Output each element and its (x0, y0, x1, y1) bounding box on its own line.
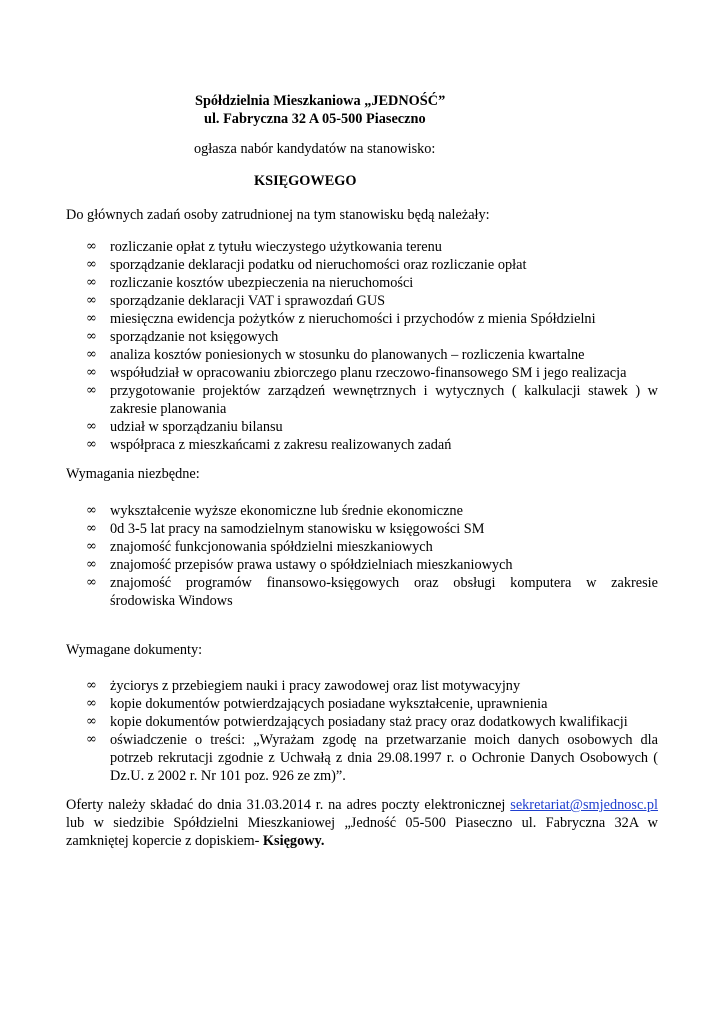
duties-list (86, 238, 658, 454)
documents-intro: Wymagane dokumenty: (66, 642, 203, 658)
list-item: ∞ znajomość przepisów prawa ustawy o spółdzielniach mieszkaniowych (86, 557, 513, 573)
list-item: ∞ kopie dokumentów potwierdzających posiadane wykształcenie, uprawnienia (86, 696, 548, 712)
list-item: ∞ przygotowanie projektów zarządzeń wewnętrznych i wytycznych ( kalkulacji stawek ) w zakresie planowania (86, 383, 658, 417)
list-item: ∞ kopie dokumentów potwierdzających posiadany staż pracy oraz dodatkowych kwalifikacji (86, 714, 628, 730)
infinity-bullet-icon: ∞ (86, 311, 97, 326)
infinity-bullet-icon: ∞ (86, 732, 97, 747)
list-item: ∞ znajomość programów finansowo-księgowych oraz obsługi komputera w zakresie środowiska Windows (86, 575, 658, 609)
announcement-text: ogłasza nabór kandydatów na stanowisko: (194, 141, 436, 157)
infinity-bullet-icon: ∞ (86, 557, 97, 572)
list-item: ∞ rozliczanie opłat z tytułu wieczystego użytkowania terenu (86, 239, 442, 255)
infinity-bullet-icon: ∞ (86, 575, 97, 590)
position-title: KSIĘGOWEGO (254, 173, 357, 189)
infinity-bullet-icon: ∞ (86, 419, 97, 434)
list-item: ∞ współpraca z mieszkańcami z zakresu realizowanych zadań (86, 437, 452, 453)
list-item: ∞ życiorys z przebiegiem nauki i pracy zawodowej oraz list motywacyjny (86, 678, 521, 694)
infinity-bullet-icon: ∞ (86, 347, 97, 362)
infinity-bullet-icon: ∞ (86, 293, 97, 308)
infinity-bullet-icon: ∞ (86, 257, 97, 272)
infinity-bullet-icon: ∞ (86, 714, 97, 729)
email-link[interactable]: sekretariat@smjednosc.pl (510, 797, 659, 813)
infinity-bullet-icon: ∞ (86, 521, 97, 536)
requirements-list (86, 502, 658, 610)
list-item: ∞ sporządzanie deklaracji podatku od nieruchomości oraz rozliczanie opłat (86, 257, 527, 273)
infinity-bullet-icon: ∞ (86, 437, 97, 452)
infinity-bullet-icon: ∞ (86, 239, 97, 254)
list-item: ∞ współudział w opracowaniu zbiorczego planu rzeczowo-finansowego SM i jego realizacja (86, 365, 627, 381)
list-item: ∞ 0d 3-5 lat pracy na samodzielnym stanowisku w księgowości SM (86, 521, 485, 537)
requirements-intro: Wymagania niezbędne: (66, 466, 200, 482)
closing-paragraph (66, 796, 658, 850)
closing-keyword: Księgowy. (262, 833, 325, 849)
org-address: ul. Fabryczna 32 A 05-500 Piaseczno (204, 111, 426, 127)
list-item: ∞ oświadczenie o treści: „Wyrażam zgodę na przetwarzanie moich danych osobowych dla potrzeb rekrutacji zgodnie z Uchwałą z dnia 29.08.1997 r. o Ochronie Danych Osobowych ( Dz.U. z 2002 r. Nr 101 poz. 926 ze zm)”. (86, 732, 658, 784)
infinity-bullet-icon: ∞ (86, 365, 97, 380)
documents-list (86, 677, 658, 785)
list-item: ∞ wykształcenie wyższe ekonomiczne lub średnie ekonomiczne (86, 503, 463, 519)
list-item: ∞ sporządzanie deklaracji VAT i sprawozdań GUS (86, 293, 386, 309)
closing-line-1: Oferty należy składać do dnia 31.03.2014 r. na adres poczty elektronicznej sekretariat@smjednosc.pl (66, 797, 659, 813)
infinity-bullet-icon: ∞ (86, 539, 97, 554)
list-item: ∞ sporządzanie not księgowych (86, 329, 279, 345)
infinity-bullet-icon: ∞ (86, 678, 97, 693)
infinity-bullet-icon: ∞ (86, 275, 97, 290)
infinity-bullet-icon: ∞ (86, 503, 97, 518)
org-name: Spółdzielnia Mieszkaniowa „JEDNOŚĆ” (195, 93, 446, 109)
closing-line-2: lub w siedzibie Spółdzielni Mieszkaniowej „Jedność 05-500 Piaseczno ul. Fabryczna 32A w (66, 815, 658, 831)
infinity-bullet-icon: ∞ (86, 329, 97, 344)
infinity-bullet-icon: ∞ (86, 383, 97, 398)
list-item: ∞ znajomość funkcjonowania spółdzielni mieszkaniowych (86, 539, 433, 555)
list-item: ∞ rozliczanie kosztów ubezpieczenia na nieruchomości (86, 275, 414, 291)
infinity-bullet-icon: ∞ (86, 696, 97, 711)
list-item: ∞ analiza kosztów poniesionych w stosunku do planowanych – rozliczenia kwartalne (86, 347, 585, 363)
list-item: ∞ miesięczna ewidencja pożytków z nieruchomości i przychodów z mienia Spółdzielni (86, 311, 596, 327)
list-item: ∞ udział w sporządzaniu bilansu (86, 419, 283, 435)
closing-line-3: zamkniętej kopercie z dopiskiem- Księgowy. (66, 833, 325, 849)
duties-intro: Do głównych zadań osoby zatrudnionej na tym stanowisku będą należały: (66, 207, 490, 223)
